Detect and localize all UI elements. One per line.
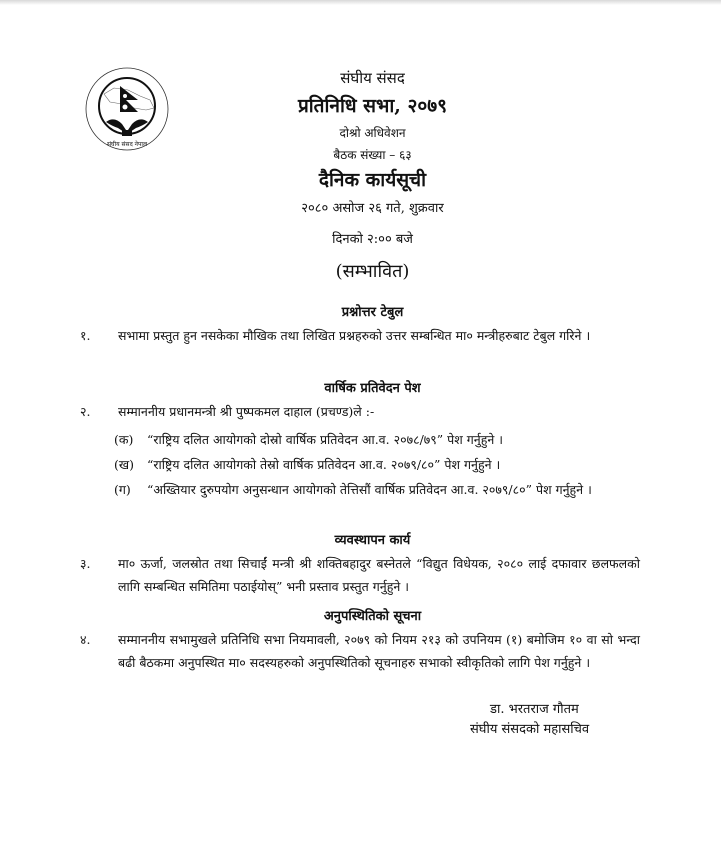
- subitem-text: “राष्ट्रिय दलित आयोगको तेस्रो वार्षिक प्रतिवेदन आ.व. २०७९/८०” पेश गर्नुहुने ।: [147, 457, 501, 472]
- item-text: सम्माननीय सभामुखले प्रतिनिधि सभा नियमावली, २०७९ को नियम २१३ को उपनियम (१) बमोजिम १० वा सो भन्दा बढी बैठकमा अनुपस्थित मा० सदस्यहरुको अनुपस्थितिको सूचनाहरु सभाको स्वीकृतिको लागि पेश गर्नुहुने ।: [118, 632, 640, 670]
- agenda-item: [80, 628, 640, 674]
- section-heading-legislation: व्यवस्थापन कार्य: [334, 533, 411, 548]
- subitem-label: (क): [114, 432, 134, 447]
- agenda-item: [80, 400, 640, 423]
- page-top-shadow: [0, 0, 721, 5]
- section-heading-question-table: प्रश्नोत्तर टेबुल: [341, 305, 404, 320]
- section-heading-absence-notice: अनुपस्थितिको सूचना: [323, 609, 422, 624]
- subitem-label: (ख): [114, 457, 134, 472]
- signatory-designation: संघीय संसदको महासचिव: [470, 722, 590, 737]
- tentative-label: (सम्भावित): [335, 261, 410, 282]
- meeting-date: २०८० असोज २६ गते, शुक्रवार: [301, 201, 444, 216]
- subitem-text: “राष्ट्रिय दलित आयोगको दोस्रो वार्षिक प्रतिवेदन आ.व. २०७८/७९” पेश गर्नुहुने ।: [147, 432, 503, 447]
- emblem-caption: संघीय संसद नेपाल: [106, 141, 148, 148]
- organization-name: संघीय संसद: [340, 69, 405, 87]
- subitem-label: (ग): [114, 482, 131, 497]
- agenda-subitem: [114, 428, 640, 451]
- signatory-block: [470, 700, 670, 740]
- section-heading-annual-report: वार्षिक प्रतिवेदन पेश: [324, 381, 421, 396]
- item-text: सम्माननीय प्रधानमन्त्री श्री पुष्पकमल दाहाल (प्रचण्ड)ले :-: [118, 404, 375, 419]
- agenda-subitem: [114, 453, 640, 476]
- item-text: सभामा प्रस्तुत हुन नसकेका मौखिक तथा लिखित प्रश्नहरुको उत्तर सम्बन्धित मा० मन्त्रीहरुबाट टेबुल गरिने ।: [118, 328, 591, 343]
- document-title: दैनिक कार्यसूची: [318, 169, 427, 191]
- signatory-name: डा. भरतराज गौतम: [490, 702, 579, 717]
- item-text: मा० ऊर्जा, जलस्रोत तथा सिचाईं मन्त्री श्री शक्तिबहादुर बस्नेतले “विद्युत विधेयक, २०८० लाई दफावार छलफलको लागि सम्बन्धित समितिमा पठाईयोस्” भनी प्रस्ताव प्रस्तुत गर्नुहुने ।: [118, 556, 640, 594]
- house-title: प्रतिनिधि सभा, २०७९: [297, 95, 448, 117]
- item-number: ४.: [80, 632, 91, 647]
- subitem-text: “अख्तियार दुरुपयोग अनुसन्धान आयोगको तेत्तिसौं वार्षिक प्रतिवेदन आ.व. २०७९/८०” पेश गर्नुहुने ।: [147, 482, 592, 497]
- meeting-number: बैठक संख्या – ६३: [333, 148, 412, 162]
- agenda-item: [80, 324, 640, 347]
- item-number: १.: [80, 328, 91, 343]
- item-number: ३.: [80, 556, 91, 571]
- agenda-item: [80, 552, 640, 598]
- meeting-time: दिनको २:०० बजे: [332, 232, 413, 247]
- session-label: दोश्रो अधिवेशन: [339, 126, 406, 140]
- agenda-subitem: [114, 478, 640, 501]
- item-number: २.: [80, 404, 91, 419]
